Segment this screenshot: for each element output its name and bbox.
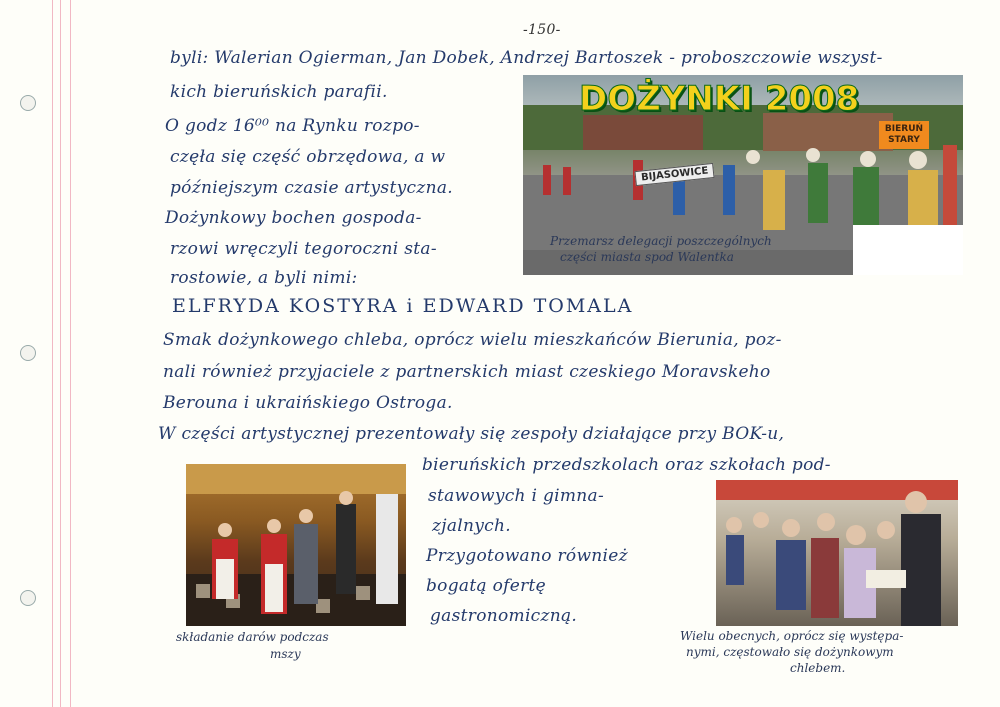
margin-line: [52, 0, 53, 707]
text-line: byli: Walerian Ogierman, Jan Dobek, Andrzej Bartoszek - proboszczowie wszyst-: [170, 48, 883, 68]
mass-offering-photo: [186, 464, 406, 626]
bierun-stary-sign: BIERUŃ STARY: [879, 121, 929, 149]
punch-hole: [20, 95, 36, 111]
parade-caption-line1: Przemarsz delegacji poszczególnych: [550, 234, 772, 248]
text-line: późniejszym czasie artystyczna.: [170, 178, 453, 198]
guests-illustration: [716, 480, 958, 626]
text-line: bogatą ofertę: [426, 576, 547, 596]
punch-hole: [20, 345, 36, 361]
text-line: O godz 16⁰⁰ na Rynku rozpo-: [165, 116, 420, 136]
bread-caption-line2: nymi, częstowało się dożynkowym: [686, 645, 894, 659]
text-line: kich bieruńskich parafii.: [170, 82, 388, 102]
text-line: nali również przyjaciele z partnerskich miast czeskiego Moravskeho: [163, 362, 771, 382]
text-line: Berouna i ukraińskiego Ostroga.: [163, 393, 453, 413]
dozynki-banner-title: DOŻYNKI 2008: [579, 79, 860, 119]
mass-caption-line1: składanie darów podczas: [176, 630, 329, 644]
text-line: rostowie, a byli nimi:: [170, 268, 358, 288]
text-line: W części artystycznej prezentowały się zespoły działające przy BOK-u,: [158, 424, 785, 444]
mass-caption-line2: mszy: [270, 647, 301, 661]
text-line: Dożynkowy bochen gospoda-: [165, 208, 422, 228]
bread-tasting-photo: [716, 480, 958, 626]
text-line: bieruńskich przedszkolach oraz szkołach pod-: [422, 455, 831, 475]
text-line: Smak dożynkowego chleba, oprócz wielu mieszkańców Bierunia, poz-: [163, 330, 782, 350]
text-line: Przygotowano również: [426, 546, 628, 566]
text-line: zjalnych.: [432, 516, 511, 536]
text-line: gastronomiczną.: [430, 606, 578, 626]
page-number: -150-: [523, 22, 561, 38]
margin-line: [60, 0, 61, 707]
parade-caption-line2: części miasta spod Walentka: [560, 250, 734, 264]
mass-illustration: [186, 464, 406, 626]
bread-caption-line1: Wielu obecnych, oprócz się występa-: [680, 629, 904, 643]
text-line: częła się część obrzędowa, a w: [170, 147, 446, 167]
text-line: rzowi wręczyli tegoroczni sta-: [170, 239, 437, 259]
margin-line: [70, 0, 71, 707]
text-line: stawowych i gimna-: [428, 486, 605, 506]
starosts-names: ELFRYDA KOSTYRA i EDWARD TOMALA: [172, 295, 634, 317]
punch-hole: [20, 590, 36, 606]
bijasowice-sign: BIJASOWICE: [634, 163, 715, 186]
bread-caption-line3: chlebem.: [790, 661, 846, 675]
